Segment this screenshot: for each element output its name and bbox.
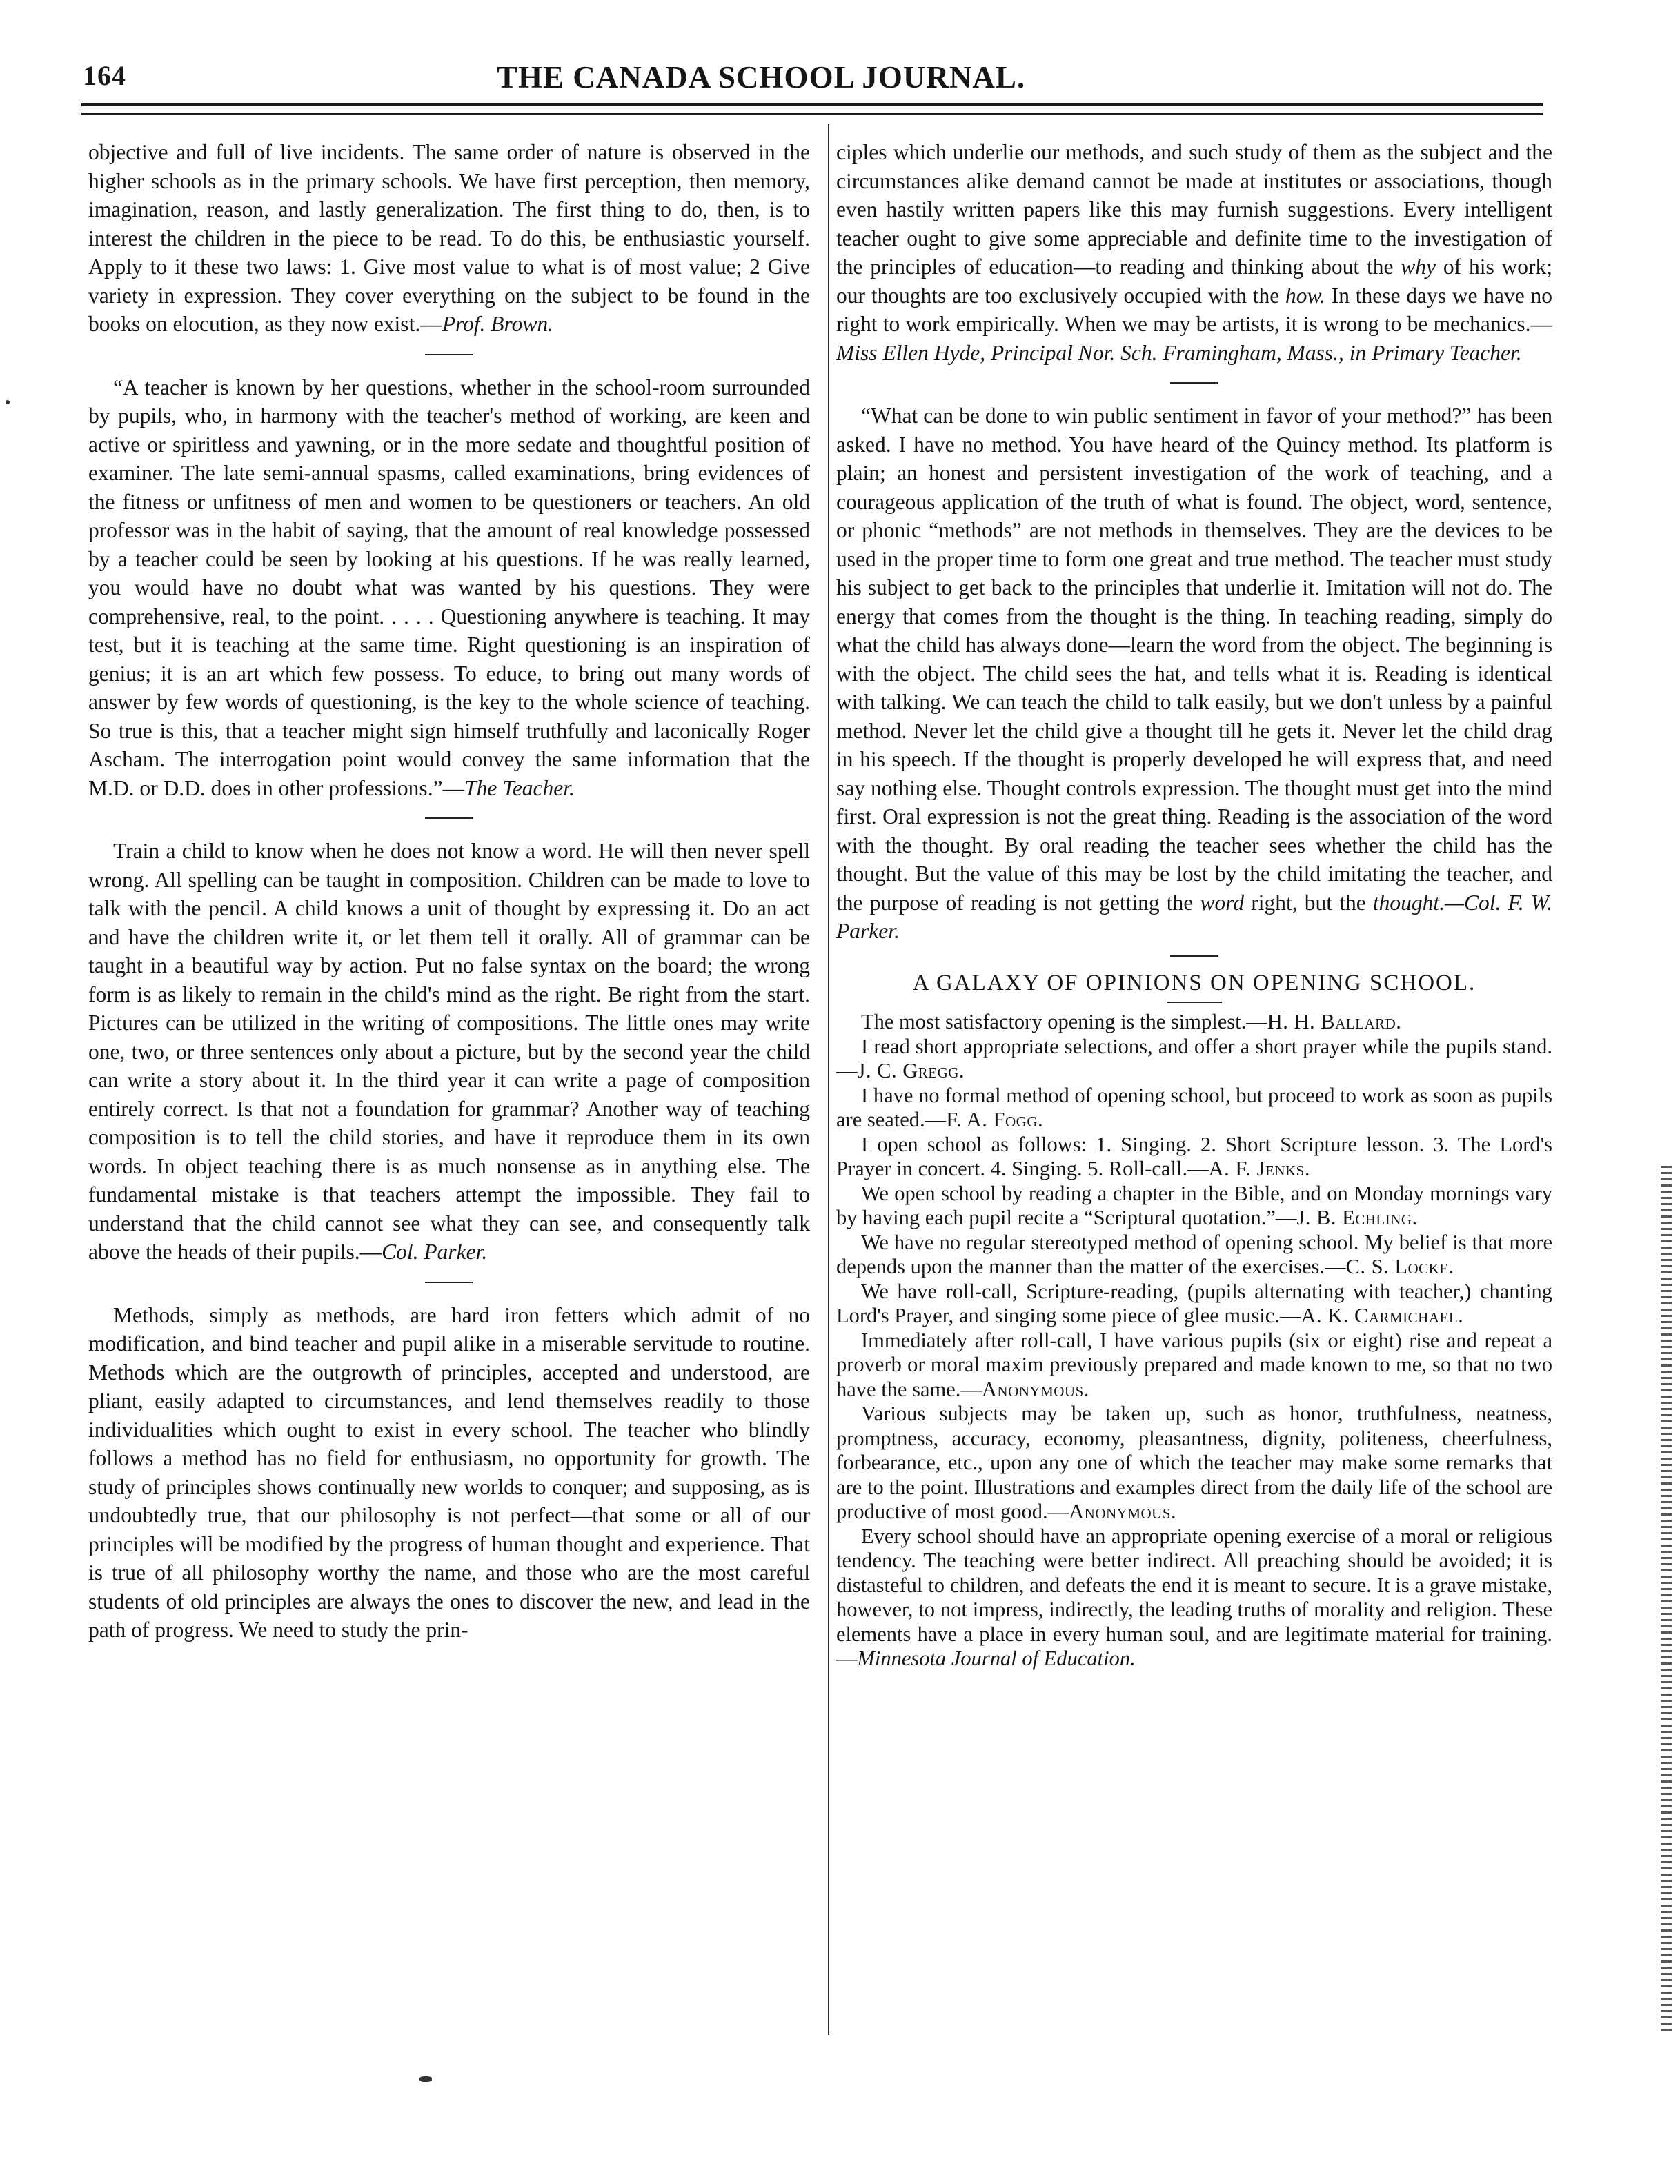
header-rule-thick	[81, 103, 1543, 106]
binding-edge	[1661, 1166, 1672, 2035]
emphasis: word	[1200, 890, 1245, 915]
opinion-author: C. S. Locke.	[1345, 1255, 1454, 1278]
right-paragraph-2	[836, 401, 1552, 946]
opinion-item	[836, 1329, 1552, 1402]
opinion-text: We open school by reading a chapter in the Bible, and on Monday mornings vary by having each pupil recite a “Scriptural quotation.”—	[836, 1181, 1552, 1229]
paragraph-text: Train a child to know when he does not know a word. He will then never spell wrong. All spelling can be taught in composition. Children can be made to love to talk with the pencil. A child knows a unit of thought by expressing it. Do an act and have the children write it, or let them tell it orally. All of grammar can be taught in a beautiful way by action. Put no false syntax on the board; the wrong form is as likely to remain in the child's mind as the right. Be right from the start. Pictures can be utilized in the writing of compositions. The little ones may write one, two, or three sentences only about a picture, but by the second year the child can write a story about it. In the third year it can write a page of composition entirely correct. Is that not a foundation for grammar? Another way of teaching composition is to tell the child stories, and have it reproduce them in its own words. In object teaching there is as much nonsense as in anything else. The fundamental mistake is that teachers attempt the impossible. They fail to understand that the child cannot see what they can see, and consequently talk above the heads of their pupils.—	[88, 839, 810, 1264]
column-divider	[828, 124, 829, 2035]
opinion-item	[836, 1402, 1552, 1525]
opinion-author: Anonymous.	[981, 1377, 1089, 1401]
opinion-text: I read short appropriate selections, and offer a short prayer while the pupils stand.—	[836, 1034, 1552, 1082]
right-column	[836, 138, 1552, 1671]
attribution: —Col. F. W. Parker.	[836, 890, 1553, 943]
ink-speck	[419, 2076, 432, 2082]
opinion-item	[836, 1525, 1552, 1671]
opinion-author: A. F. Jenks.	[1208, 1157, 1310, 1180]
attribution: Prof. Brown.	[442, 312, 554, 336]
attribution: Minnesota Journal of Education.	[857, 1647, 1136, 1670]
opinion-text: Various subjects may be taken up, such as honor, truthfulness, neatness, promptness, accuracy, economy, pleasantness, dignity, politeness, cheerfulness, forbearance, etc., upon any one of which the teacher may make some remarks that are to the point. Illustrations and examples direct from the daily life of the school are productive of most good.—	[836, 1402, 1552, 1523]
opinion-text: I have no formal method of opening school, but proceed to work as soon as pupils are seated.—	[836, 1083, 1552, 1131]
paragraph-text: In these days we have no right to work empirically. When we may be artists, it is wrong to be mechanics.—	[836, 283, 1552, 336]
opinion-item	[836, 1182, 1552, 1231]
page-number: 164	[83, 60, 126, 91]
opinion-item	[836, 1231, 1552, 1280]
opinions-list	[836, 1010, 1552, 1671]
section-separator	[425, 817, 473, 819]
opinion-author: J. B. Echling.	[1296, 1206, 1418, 1229]
paragraph-text: objective and full of live incidents. The same order of nature is observed in the higher schools as in the primary schools. We have first perception, then memory, imagination, reason, and lastly generalization. The first thing to do, then, is to interest the children in the piece to be read. To do this, be enthusiastic yourself. Apply to it these two laws: 1. Give most value to what is of most value; 2 Give variety in expression. They cover everything on the subject to be found in the books on elocution, as they now exist.—	[88, 140, 810, 336]
attribution: Miss Ellen Hyde, Principal Nor. Sch. Framingham, Mass., in Primary Teacher.	[836, 340, 1522, 365]
right-paragraph-1	[836, 138, 1552, 367]
section-separator	[425, 354, 473, 355]
emphasis: thought.	[1372, 890, 1445, 915]
opinion-text: We have no regular stereotyped method of opening school. My belief is that more depends upon the manner than the matter of the exercises.—	[836, 1230, 1552, 1278]
opinion-item	[836, 1084, 1552, 1133]
paragraph-text: “What can be done to win public sentiment in favor of your method?” has been asked. I have no method. You have heard of the Quincy method. Its platform is plain; an honest and persistent investigation of the work of teaching, and a courageous application of the truth of what is found. The object, word, sentence, or phonic “methods” are not methods in themselves. They are the devices to be used in the proper time to form one great and true method. The teacher must study his subject to get back to the principles that underlie it. Imitation will not do. The energy that comes from the thought is the thing. In teaching reading, simply do what the child has always done—learn the word from the object. The beginning is with the object. The child sees the hat, and tells what it is. Reading is identical with talking. We can teach the child to talk easily, but we don't unless by a painful method. Never let the child give a thought till he gets it. Never let the child drag in his speech. If the thought is properly developed he will express that, and need say nothing else. Thought controls expression. The thought must get into the mind first. Oral expression is not the great thing. Reading is the association of the word with the thought. By oral reading the teacher sees whether the child has the thought. But the value of this may be lost by the child imitating the teacher, and the purpose of reading is not getting the	[836, 404, 1552, 915]
opinion-author: A. K. Carmichael.	[1301, 1304, 1464, 1327]
left-paragraph-3	[88, 837, 810, 1267]
opinion-text: Every school should have an appropriate opening exercise of a moral or religious tendency. The teaching were better indirect. All preaching should be avoided; it is distasteful to children, and defeats the end it is meant to secure. It is a grave mistake, however, to not impress, indirectly, the leading truths of morality and religion. These elements have a place in every human soul, and are legitimate material for training.—	[836, 1524, 1552, 1670]
margin-speck	[6, 400, 10, 404]
emphasis: how.	[1285, 283, 1326, 308]
section-separator	[1170, 955, 1218, 957]
journal-title: THE CANADA SCHOOL JOURNAL.	[497, 60, 1026, 95]
opinion-author: J. C. Gregg.	[857, 1059, 965, 1082]
opinion-text: I open school as follows: 1. Singing. 2. Short Scripture lesson. 3. The Lord's Prayer in concert. 4. Singing. 5. Roll-call.—	[836, 1132, 1552, 1180]
opinion-text: Immediately after roll-call, I have various pupils (six or eight) rise and repeat a proverb or moral maxim previously prepared and made known to me, so that no two have the same.—	[836, 1328, 1552, 1401]
opinion-item	[836, 1280, 1552, 1329]
paragraph-text: of his work; our thoughts are too exclusively occupied with the	[836, 255, 1553, 308]
paragraph-text: ciples which underlie our methods, and such study of them as the subject and the circumstances alike demand cannot be made at institutes or associations, though even hastily written papers like this may furnish suggestions. Every intelligent teacher ought to give some appreciable and definite time to the investigation of the principles of education—to reading and thinking about the	[836, 140, 1552, 279]
paragraph-text: right, but the	[1251, 890, 1366, 915]
left-paragraph-1	[88, 138, 810, 339]
emphasis: why	[1401, 255, 1436, 279]
attribution: Col. Parker.	[382, 1240, 488, 1264]
opinion-item	[836, 1010, 1552, 1035]
paragraph-text: “A teacher is known by her questions, whether in the school-room surrounded by pupils, who, in harmony with the teacher's method of working, are keen and active or spiritless and yawning, or in the more sedate and thoughtful position of examiner. The late semi-annual spasms, called examinations, bring evidences of the fitness or unfitness of men and women to be questioners or teachers. An old professor was in the habit of saying, that the amount of real knowledge possessed by a teacher could be seen by looking at his questions. If he was really learned, you would have no doubt what was wanted by his questions. They were comprehensive, real, to the point. . . . . Questioning anywhere is teaching. It may test, but it is teaching at the same time. Right questioning is an inspiration of genius; it is an art which few possess. To educe, to bring out many words of answer by few words of questioning, is the key to the whole science of teaching. So true is this, that a teacher might sign himself truthfully and laconically Roger Ascham. The interrogation point would convey the same information that the M.D. or D.D. does in other professions.”—	[88, 375, 810, 800]
attribution: The Teacher.	[464, 775, 575, 800]
opinion-author: H. H. Ballard.	[1267, 1010, 1402, 1033]
opinion-text: We have roll-call, Scripture-reading, (pupils alternating with teacher,) chanting Lord's Prayer, and singing some piece of glee music.—	[836, 1279, 1552, 1327]
section-separator	[425, 1282, 473, 1283]
opinion-author: Anonymous.	[1069, 1500, 1177, 1523]
opinion-item	[836, 1035, 1552, 1084]
left-paragraph-2	[88, 373, 810, 803]
header-rule-thin	[81, 113, 1543, 115]
opinion-text: The most satisfactory opening is the simplest.—	[861, 1010, 1267, 1033]
opinion-item	[836, 1133, 1552, 1182]
heading-rule	[1167, 1002, 1222, 1003]
section-heading: A GALAXY OF OPINIONS ON OPENING SCHOOL.	[912, 970, 1476, 995]
left-column	[88, 138, 810, 1645]
opinion-author: F. A. Fogg.	[946, 1108, 1044, 1131]
section-separator	[1170, 382, 1218, 384]
left-paragraph-4: Methods, simply as methods, are hard iron fetters which admit of no modification, and bind teacher and pupil alike in a miserable servitude to routine. Methods which are the outgrowth of principles, accepted and understood, are pliant, easily adapted to circumstances, and lend themselves readily to those individualities which ought to exist in every school. The teacher who blindly follows a method has no field for enthusiasm, no opportunity for growth. The study of principles shows continually new worlds to conquer; and supposing, as is undoubtedly true, that our philosophy is not perfect—that some or all of our principles will be modified by the progress of human thought and experience. That is true of all philosophy worthy the name, and those who are the most careful students of old principles are always the ones to discover the new, and lead in the path of progress. We need to study the prin-	[88, 1302, 810, 1642]
